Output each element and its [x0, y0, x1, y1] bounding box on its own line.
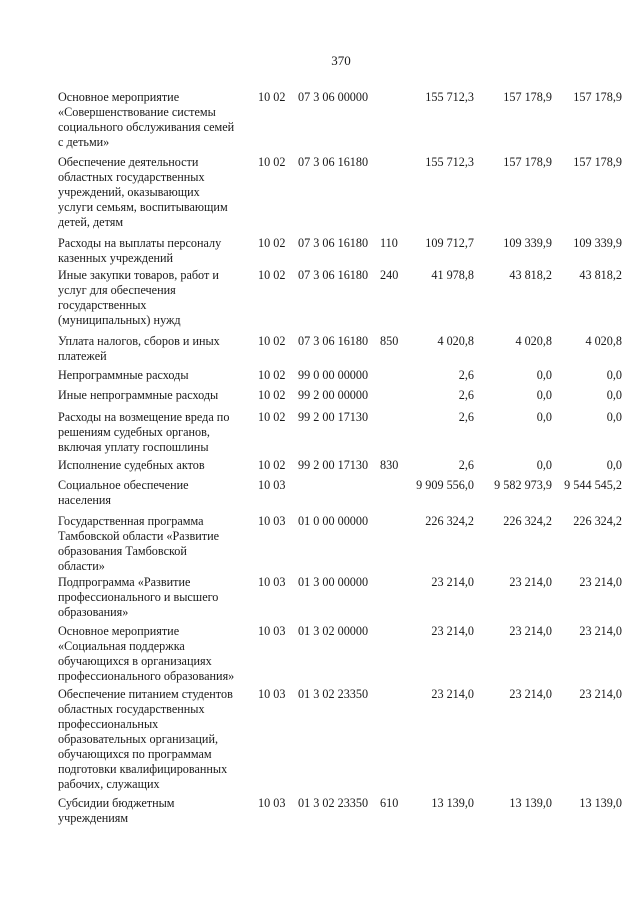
- amount-col-2: 0,0: [536, 388, 552, 402]
- amount-col-2: 157 178,9: [503, 155, 552, 169]
- section-code: 10 03: [258, 478, 286, 492]
- section-code: 10 02: [258, 410, 286, 424]
- target-code: 01 3 00 00000: [298, 575, 369, 589]
- amount-col-2: 226 324,2: [503, 514, 552, 528]
- row-name: [58, 514, 258, 574]
- amount-col-1: 2,6: [458, 410, 474, 424]
- amount-col-1: 2,6: [458, 388, 474, 402]
- row-name-line: государственных: [58, 298, 147, 312]
- row-name-line: (муниципальных) нужд: [58, 313, 181, 327]
- amount-col-3: 9 544 545,2: [564, 478, 622, 492]
- expense-type-code: 610: [380, 796, 399, 810]
- section-code: 10 02: [258, 334, 286, 348]
- row-name-line: «Совершенствование системы: [58, 105, 216, 119]
- row-name-line: Субсидии бюджетным: [58, 796, 175, 810]
- row-name: [58, 624, 258, 684]
- row-name: [58, 90, 258, 150]
- row-name: [58, 687, 258, 792]
- target-code: 07 3 06 16180: [298, 334, 369, 348]
- row-name-line: областных государственных: [58, 702, 205, 716]
- amount-col-1: 155 712,3: [425, 90, 474, 104]
- row-name-line: рабочих, служащих: [58, 777, 160, 791]
- row-name-line: Государственная программа: [58, 514, 204, 528]
- row-name-line: Подпрограмма «Развитие: [58, 575, 191, 589]
- row-name-line: Иные закупки товаров, работ и: [58, 268, 219, 282]
- row-name-line: Расходы на выплаты персоналу: [58, 236, 222, 250]
- amount-col-2: 0,0: [536, 410, 552, 424]
- row-name-line: включая уплату госпошлины: [58, 440, 209, 454]
- row-name-line: «Социальная поддержка: [58, 639, 185, 653]
- section-code: 10 02: [258, 458, 286, 472]
- row-name: [58, 155, 258, 230]
- row-name-line: Уплата налогов, сборов и иных: [58, 334, 220, 348]
- amount-col-1: 9 909 556,0: [416, 478, 474, 492]
- row-name-line: платежей: [58, 349, 107, 363]
- amount-col-3: 0,0: [606, 388, 622, 402]
- row-name-line: подготовки квалифицированных: [58, 762, 228, 776]
- section-code: 10 02: [258, 155, 286, 169]
- row-name-line: решениям судебных органов,: [58, 425, 210, 439]
- row-name: [58, 236, 258, 266]
- amount-col-2: 4 020,8: [515, 334, 552, 348]
- row-name-line: обучающихся в организациях: [58, 654, 212, 668]
- row-name: [58, 410, 258, 455]
- expense-type-code: 850: [380, 334, 399, 348]
- row-name-line: социального обслуживания семей: [58, 120, 235, 134]
- row-name-line: профессиональных: [58, 717, 159, 731]
- expense-type-code: 830: [380, 458, 399, 472]
- amount-col-3: 109 339,9: [573, 236, 622, 250]
- target-code: 99 2 00 00000: [298, 388, 369, 402]
- target-code: 07 3 06 16180: [298, 236, 369, 250]
- row-name-line: детей, детям: [58, 215, 124, 229]
- amount-col-3: 4 020,8: [585, 334, 622, 348]
- amount-col-3: 157 178,9: [573, 90, 622, 104]
- amount-col-3: 23 214,0: [579, 624, 622, 638]
- amount-col-1: 13 139,0: [431, 796, 474, 810]
- row-name-line: образовательных организаций,: [58, 732, 219, 746]
- amount-col-2: 9 582 973,9: [494, 478, 552, 492]
- amount-col-3: 43 818,2: [579, 268, 622, 282]
- row-name-line: профессионального образования»: [58, 669, 235, 683]
- amount-col-1: 2,6: [458, 458, 474, 472]
- target-code: 99 0 00 00000: [298, 368, 369, 382]
- amount-col-3: 0,0: [606, 458, 622, 472]
- amount-col-3: 23 214,0: [579, 687, 622, 701]
- row-name-line: Основное мероприятие: [58, 90, 180, 104]
- section-code: 10 02: [258, 90, 286, 104]
- amount-col-1: 109 712,7: [425, 236, 474, 250]
- row-name-line: Обеспечение питанием студентов: [58, 687, 233, 701]
- amount-col-3: 0,0: [606, 410, 622, 424]
- section-code: 10 02: [258, 268, 286, 282]
- row-name: [58, 575, 258, 620]
- section-code: 10 03: [258, 796, 286, 810]
- row-name-line: Социальное обеспечение: [58, 478, 189, 492]
- target-code: 07 3 06 00000: [298, 90, 369, 104]
- row-name: [58, 268, 258, 328]
- section-code: 10 03: [258, 514, 286, 528]
- row-name: [58, 458, 258, 473]
- amount-col-3: 23 214,0: [579, 575, 622, 589]
- section-code: 10 02: [258, 388, 286, 402]
- section-code: 10 03: [258, 687, 286, 701]
- section-code: 10 02: [258, 368, 286, 382]
- row-name-line: области»: [58, 559, 105, 573]
- row-name-line: Тамбовской области «Развитие: [58, 529, 220, 543]
- page-number: 370: [331, 53, 351, 68]
- row-name-line: Исполнение судебных актов: [58, 458, 205, 472]
- section-code: 10 03: [258, 575, 286, 589]
- amount-col-3: 0,0: [606, 368, 622, 382]
- amount-col-2: 0,0: [536, 458, 552, 472]
- target-code: 01 0 00 00000: [298, 514, 369, 528]
- row-name: [58, 334, 258, 364]
- section-code: 10 02: [258, 236, 286, 250]
- amount-col-2: 157 178,9: [503, 90, 552, 104]
- row-name-line: образования Тамбовской: [58, 544, 187, 558]
- amount-col-2: 0,0: [536, 368, 552, 382]
- row-name-line: областных государственных: [58, 170, 205, 184]
- amount-col-2: 13 139,0: [509, 796, 552, 810]
- amount-col-1: 23 214,0: [431, 624, 474, 638]
- target-code: 01 3 02 23350: [298, 687, 369, 701]
- target-code: 99 2 00 17130: [298, 458, 369, 472]
- amount-col-2: 109 339,9: [503, 236, 552, 250]
- target-code: 01 3 02 23350: [298, 796, 369, 810]
- row-name-line: услуг для обеспечения: [58, 283, 176, 297]
- expense-type-code: 240: [380, 268, 399, 282]
- amount-col-3: 157 178,9: [573, 155, 622, 169]
- target-code: 07 3 06 16180: [298, 155, 369, 169]
- amount-col-1: 4 020,8: [437, 334, 474, 348]
- amount-col-1: 2,6: [458, 368, 474, 382]
- section-code: 10 03: [258, 624, 286, 638]
- row-name-line: Расходы на возмещение вреда по: [58, 410, 230, 424]
- amount-col-2: 23 214,0: [509, 575, 552, 589]
- row-name-line: Иные непрограммные расходы: [58, 388, 219, 402]
- amount-col-1: 155 712,3: [425, 155, 474, 169]
- target-code: 07 3 06 16180: [298, 268, 369, 282]
- amount-col-3: 226 324,2: [573, 514, 622, 528]
- row-name-line: с детьми»: [58, 135, 110, 149]
- amount-col-1: 226 324,2: [425, 514, 474, 528]
- target-code: 01 3 02 00000: [298, 624, 369, 638]
- amount-col-1: 23 214,0: [431, 687, 474, 701]
- amount-col-2: 43 818,2: [509, 268, 552, 282]
- row-name-line: Обеспечение деятельности: [58, 155, 199, 169]
- row-name-line: казенных учреждений: [58, 251, 174, 265]
- row-name-line: услуги семьям, воспитывающим: [58, 200, 228, 214]
- row-name-line: Основное мероприятие: [58, 624, 180, 638]
- expense-type-code: 110: [380, 236, 398, 250]
- row-name-line: населения: [58, 493, 112, 507]
- row-name: [58, 368, 258, 383]
- row-name-line: образования»: [58, 605, 129, 619]
- amount-col-1: 23 214,0: [431, 575, 474, 589]
- amount-col-2: 23 214,0: [509, 624, 552, 638]
- target-code: 99 2 00 17130: [298, 410, 369, 424]
- row-name: [58, 796, 258, 826]
- row-name-line: обучающихся по программам: [58, 747, 212, 761]
- amount-col-2: 23 214,0: [509, 687, 552, 701]
- row-name-line: учреждений, оказывающих: [58, 185, 200, 199]
- row-name-line: Непрограммные расходы: [58, 368, 189, 382]
- row-name-line: профессионального и высшего: [58, 590, 219, 604]
- amount-col-3: 13 139,0: [579, 796, 622, 810]
- amount-col-1: 41 978,8: [431, 268, 474, 282]
- row-name: [58, 388, 258, 403]
- row-name-line: учреждениям: [58, 811, 129, 825]
- row-name: [58, 478, 258, 508]
